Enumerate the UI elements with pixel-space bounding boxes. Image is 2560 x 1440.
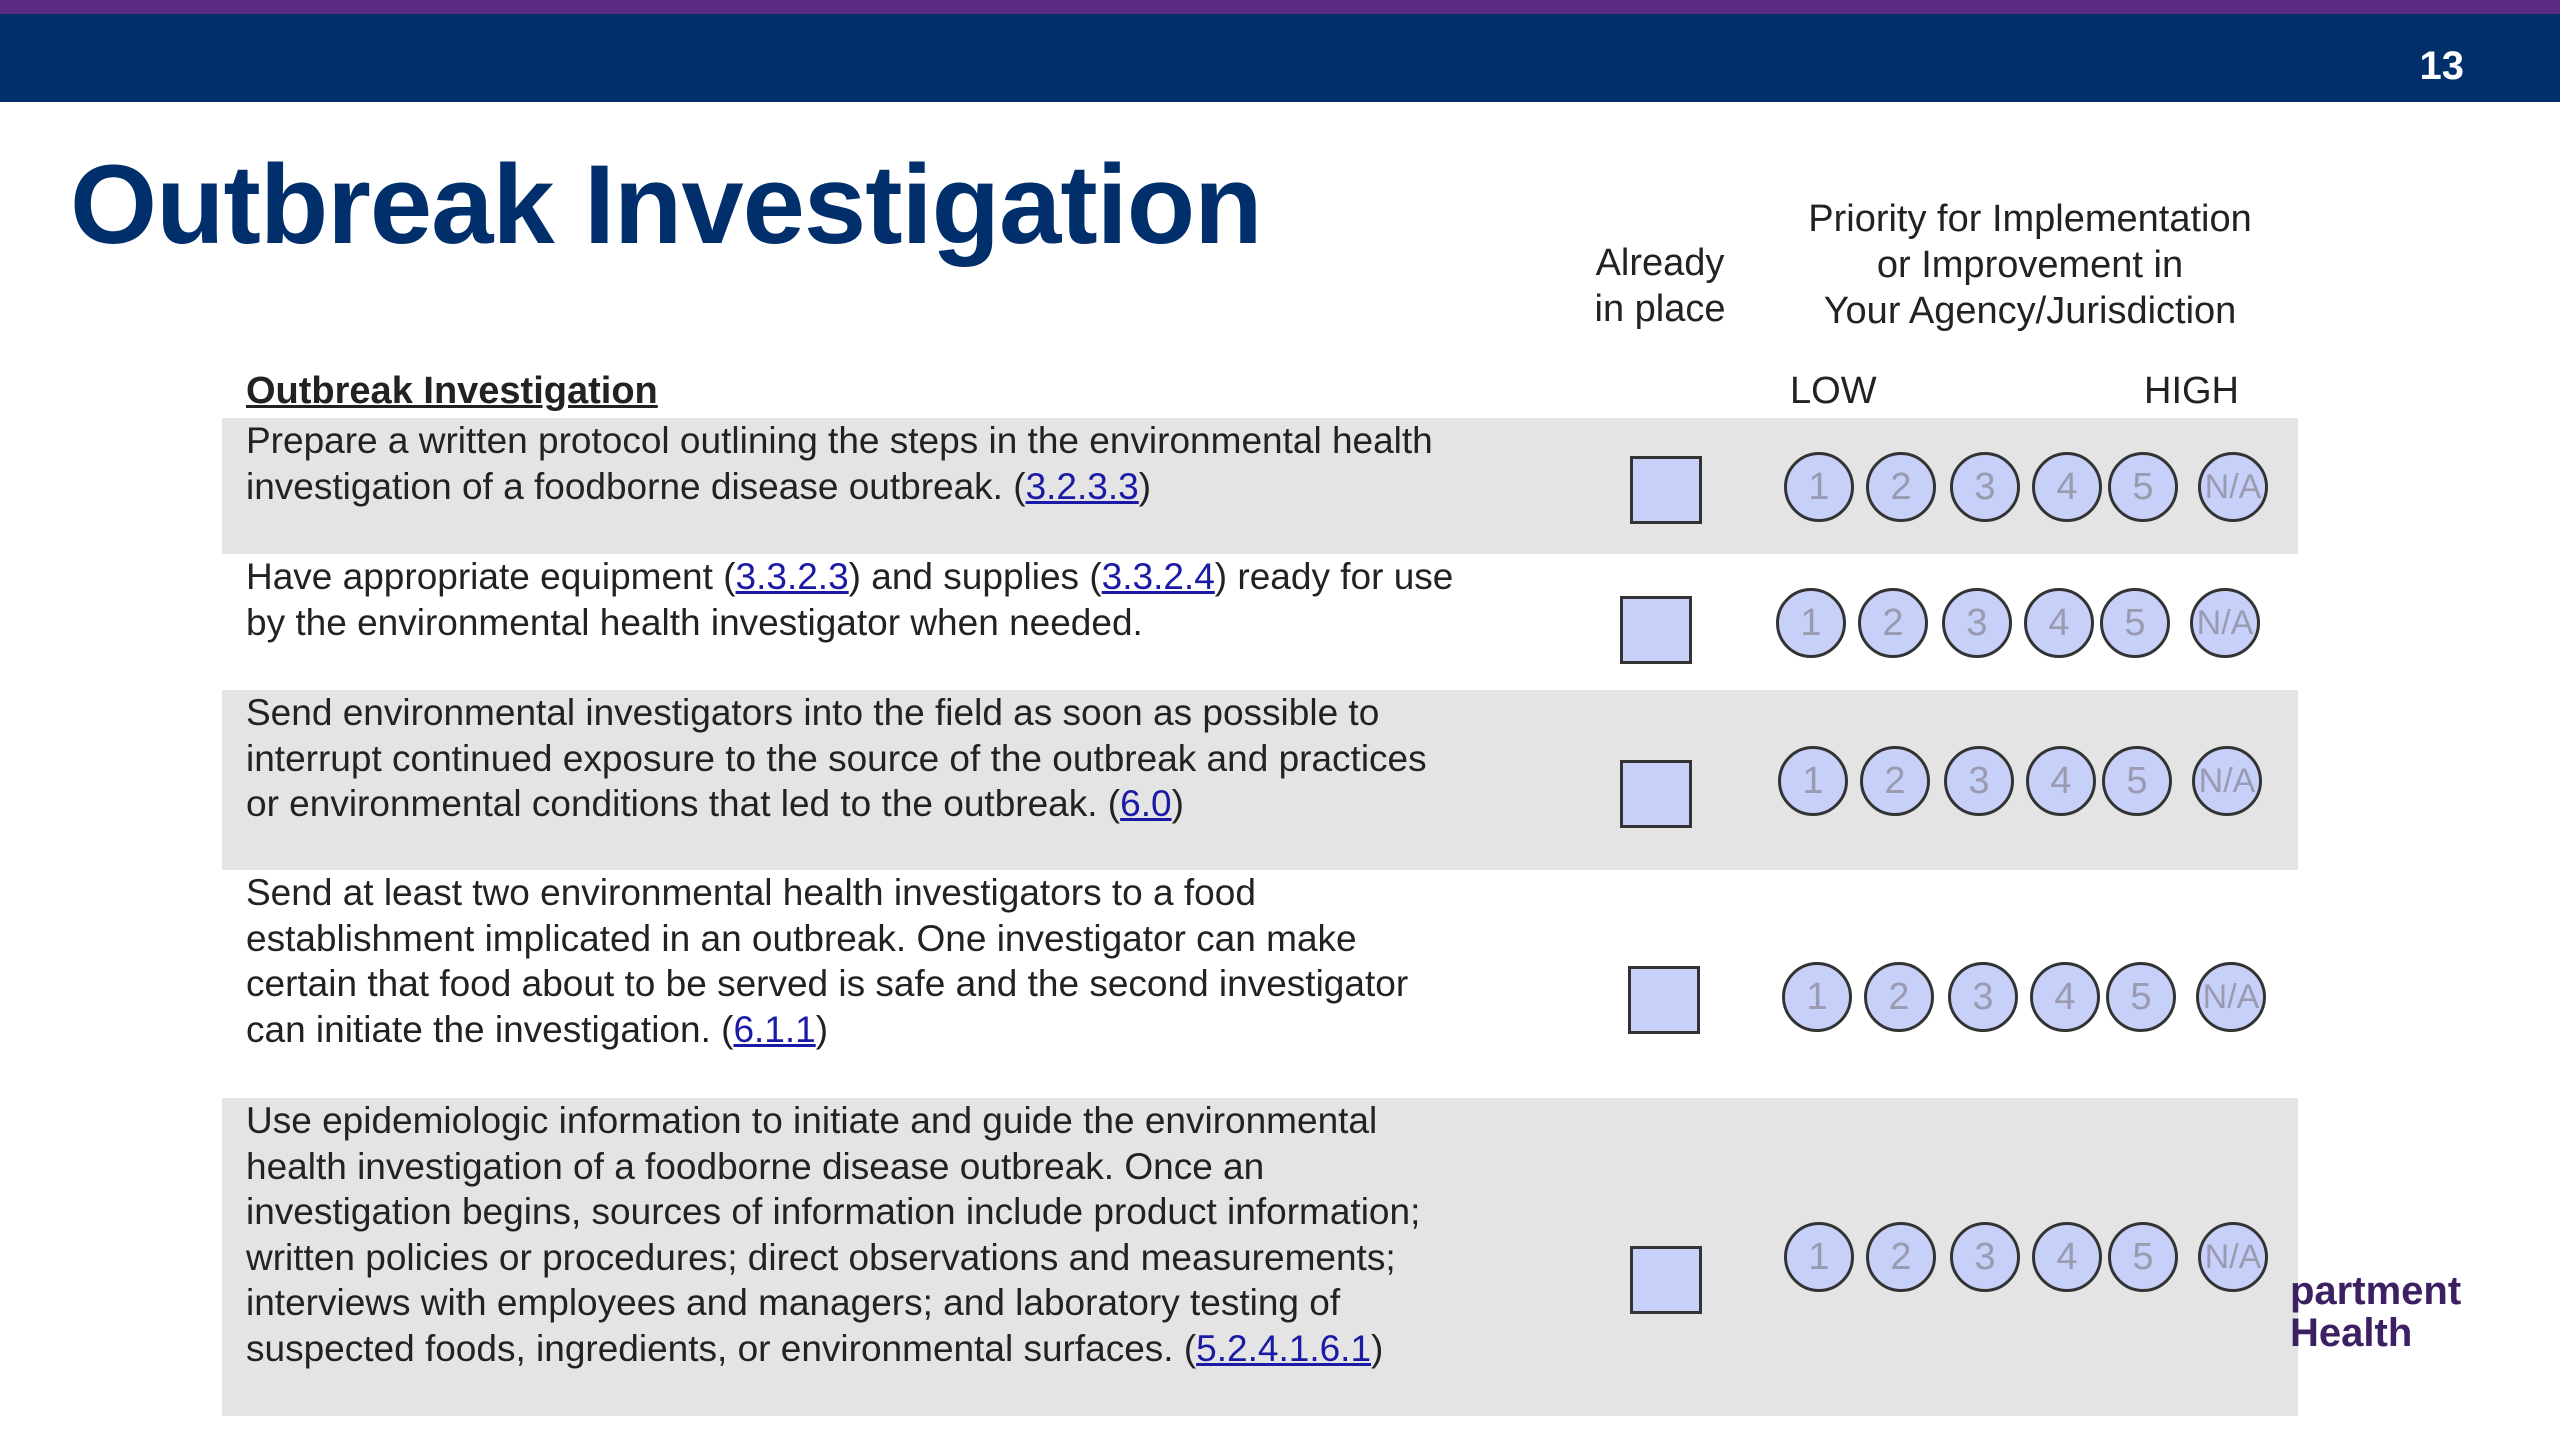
logo-line-1: partment — [2290, 1269, 2462, 1313]
row-5-rating-5-radio[interactable]: 5 — [2108, 1222, 2178, 1292]
page-title: Outbreak Investigation — [70, 142, 1262, 267]
row-2-text — [246, 554, 1576, 645]
row-4-rating-na-radio[interactable]: N/A — [2196, 962, 2266, 1032]
row-5-rating-1-radio[interactable]: 1 — [1784, 1222, 1854, 1292]
row-5-text — [246, 1098, 1576, 1371]
row-1-rating-na-radio[interactable]: N/A — [2198, 452, 2268, 522]
row-5-line-5: interviews with employees and managers; and laboratory testing of — [246, 1282, 1341, 1323]
row-3-rating-1-radio[interactable]: 1 — [1778, 746, 1848, 816]
row-3-text — [246, 690, 1576, 827]
row-4-priority-rating — [1782, 962, 2302, 1034]
row-4-reference-link[interactable]: 6.1.1 — [733, 1008, 816, 1050]
row-2-rating-4-radio[interactable]: 4 — [2024, 588, 2094, 658]
row-3-line-1: Send environmental investigators into the field as soon as possible to — [246, 692, 1380, 733]
row-2-rating-2-radio[interactable]: 2 — [1858, 588, 1928, 658]
row-1-reference-link[interactable]: 3.2.3.3 — [1025, 465, 1139, 507]
row-4-line-3: certain that food about to be served is safe and the second investigator — [246, 963, 1409, 1004]
row-4-line-1: Send at least two environmental health investigators to a food — [246, 872, 1256, 913]
row-1-line-2: investigation of a foodborne disease outbreak. (3.2.3.3) — [246, 465, 1152, 507]
priority-header-line-3: Your Agency/Jurisdiction — [1823, 290, 2237, 332]
row-5-reference-link[interactable]: 5.2.4.1.6.1 — [1196, 1327, 1372, 1369]
logo-line-2: Health — [2290, 1311, 2413, 1355]
row-3-rating-5-radio[interactable]: 5 — [2102, 746, 2172, 816]
row-4-rating-4-radio[interactable]: 4 — [2030, 962, 2100, 1032]
section-heading: Outbreak Investigation — [246, 370, 658, 412]
row-5-rating-2-radio[interactable]: 2 — [1866, 1222, 1936, 1292]
row-1-rating-3-radio[interactable]: 3 — [1950, 452, 2020, 522]
row-2-priority-rating — [1776, 588, 2296, 660]
checklist-row-2 — [222, 554, 2298, 690]
row-5-rating-na-radio[interactable]: N/A — [2198, 1222, 2268, 1292]
row-5-already-checkbox[interactable] — [1630, 1246, 1702, 1314]
row-2-rating-1-radio[interactable]: 1 — [1776, 588, 1846, 658]
page-number: 13 — [2419, 44, 2464, 88]
priority-header — [1760, 196, 2300, 334]
row-2-rating-5-radio[interactable]: 5 — [2100, 588, 2170, 658]
row-5-priority-rating — [1784, 1222, 2304, 1294]
department-logo-partial — [2290, 1270, 2461, 1354]
row-5-line-4: written policies or procedures; direct observations and measurements; — [246, 1236, 1396, 1278]
row-3-already-checkbox[interactable] — [1620, 760, 1692, 828]
row-2-already-checkbox[interactable] — [1620, 596, 1692, 664]
priority-header-line-2: or Improvement in — [1876, 244, 2184, 286]
row-5-line-6: suspected foods, ingredients, or environmental surfaces. (5.2.4.1.6.1) — [246, 1327, 1384, 1369]
row-1-rating-5-radio[interactable]: 5 — [2108, 452, 2178, 522]
row-2-supplies-link[interactable]: 3.3.2.4 — [1101, 556, 1215, 597]
row-4-rating-5-radio[interactable]: 5 — [2106, 962, 2176, 1032]
row-4-rating-1-radio[interactable]: 1 — [1782, 962, 1852, 1032]
row-3-priority-rating — [1778, 746, 2298, 818]
row-3-rating-na-radio[interactable]: N/A — [2192, 746, 2262, 816]
header-bar — [0, 14, 2560, 102]
row-1-already-checkbox[interactable] — [1630, 456, 1702, 524]
row-3-line-3: or environmental conditions that led to the outbreak. (6.0) — [246, 783, 1184, 824]
row-3-line-2: interrupt continued exposure to the source of the outbreak and practices — [246, 737, 1427, 779]
scale-low-label: LOW — [1790, 370, 1877, 412]
row-2-rating-na-radio[interactable]: N/A — [2190, 588, 2260, 658]
row-3-reference-link[interactable]: 6.0 — [1120, 783, 1172, 824]
row-4-line-2: establishment implicated in an outbreak. One investigator can make — [246, 917, 1357, 959]
row-1-rating-2-radio[interactable]: 2 — [1866, 452, 1936, 522]
row-4-rating-3-radio[interactable]: 3 — [1948, 962, 2018, 1032]
row-1-rating-1-radio[interactable]: 1 — [1784, 452, 1854, 522]
row-2-line-1: Have appropriate equipment (3.3.2.3) and supplies (3.3.2.4) ready for use — [246, 556, 1454, 597]
checklist-row-4 — [222, 870, 2298, 1098]
priority-header-line-1: Priority for Implementation — [1808, 198, 2252, 240]
row-4-text — [246, 870, 1576, 1052]
row-2-rating-3-radio[interactable]: 3 — [1942, 588, 2012, 658]
checklist-row-3 — [222, 690, 2298, 870]
row-4-line-4: can initiate the investigation. (6.1.1) — [246, 1008, 829, 1050]
already-in-place-header — [1560, 240, 1760, 332]
row-3-rating-4-radio[interactable]: 4 — [2026, 746, 2096, 816]
row-3-rating-3-radio[interactable]: 3 — [1944, 746, 2014, 816]
row-3-rating-2-radio[interactable]: 2 — [1860, 746, 1930, 816]
row-1-rating-4-radio[interactable]: 4 — [2032, 452, 2102, 522]
already-header-line-2: in place — [1594, 288, 1726, 330]
row-1-priority-rating — [1784, 452, 2304, 524]
row-2-equipment-link[interactable]: 3.3.2.3 — [735, 556, 849, 597]
checklist-row-1 — [222, 418, 2298, 554]
row-4-already-checkbox[interactable] — [1628, 966, 1700, 1034]
row-1-line-1: Prepare a written protocol outlining the steps in the environmental health — [246, 420, 1433, 461]
row-5-rating-3-radio[interactable]: 3 — [1950, 1222, 2020, 1292]
row-2-line-2: by the environmental health investigator when needed. — [246, 601, 1143, 643]
row-4-rating-2-radio[interactable]: 2 — [1864, 962, 1934, 1032]
top-accent-stripe — [0, 0, 2560, 14]
row-1-text — [246, 418, 1576, 509]
checklist-row-5 — [222, 1098, 2298, 1416]
row-5-line-3: investigation begins, sources of information include product information; — [246, 1191, 1421, 1232]
already-header-line-1: Already — [1595, 242, 1725, 284]
row-5-line-1: Use epidemiologic information to initiate and guide the environmental — [246, 1100, 1378, 1141]
row-5-line-2: health investigation of a foodborne disease outbreak. Once an — [246, 1145, 1265, 1187]
scale-high-label: HIGH — [2144, 370, 2239, 412]
row-5-rating-4-radio[interactable]: 4 — [2032, 1222, 2102, 1292]
